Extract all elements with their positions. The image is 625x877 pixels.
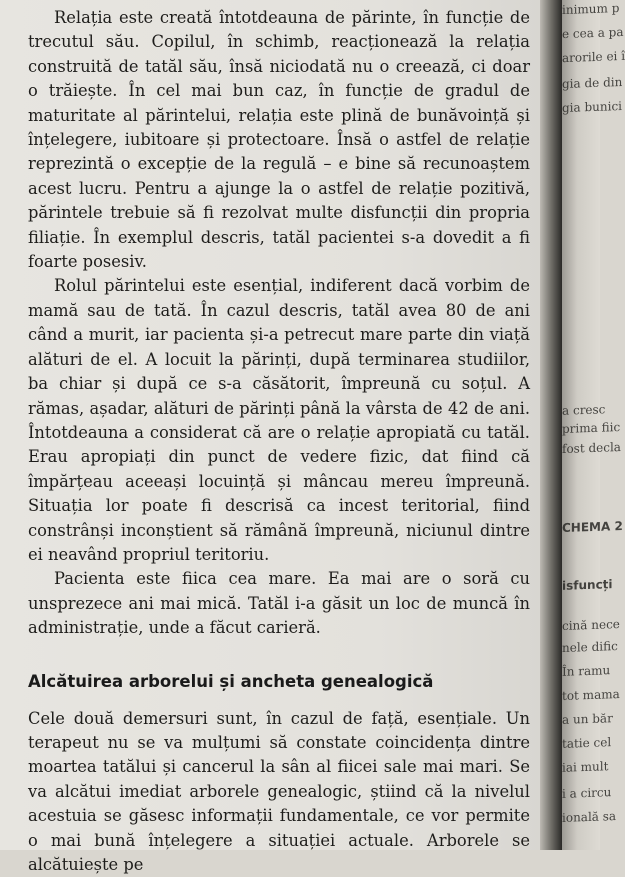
facing-text-fragment: gia bunici <box>562 98 623 116</box>
facing-page-edge <box>562 0 625 850</box>
facing-text-fragment: arorile ei î <box>562 48 625 66</box>
facing-text-fragment: tatie cel <box>562 735 612 751</box>
facing-text-fragment: cină nece <box>562 616 620 634</box>
book-gutter-shadow <box>540 0 562 850</box>
facing-text-fragment: i a circu <box>562 785 612 801</box>
facing-text-fragment: isfuncți <box>562 577 613 593</box>
paragraph-patient-daughter: Pacienta este fiica cea mare. Ea mai are o soră cu unsprezece ani mai mică. Tatăl i-a găsit un loc de muncă în administrație, unde a făcut carieră. <box>28 569 530 638</box>
facing-text-fragment: a cresc <box>562 402 606 418</box>
paragraph-genealogy: Cele două demersuri sunt, în cazul de față, esențiale. Un terapeut nu se va mulțumi să constate coincidența dintre moartea tatălui și cancerul la sân al fiicei sale mai mari. Se va alcătui imediat arborele genealogic, știind că la nivelul acestuia se găsesc informații fundamentale, ce vor permite o mai bună înțelegere a situației actuale. Arborele se alcătuiește pe <box>28 708 530 874</box>
facing-text-fragment: inimum p <box>562 0 620 18</box>
section-heading: Alcătuirea arborelui și ancheta genealogică <box>28 671 434 691</box>
paragraph-parent-role: Rolul părintelui este esențial, indiferent dacă vorbim de mamă sau de tată. În cazul descris, tatăl avea 80 de ani când a murit, iar pacienta și-a petrecut mare parte din viață alături de el. A locuit la părinți, după terminarea studiilor, ba chiar și după ce s-a căsătorit, împreună cu soțul. A rămas, așadar, alături de părinți până la vârsta de 42 de ani. Întotdeauna a considerat că are o relație apropiată cu tatăl. Erau apropiați din punct de vedere fizic, dat fiind că împărțeau aceeași locuință și mâncau mereu împreună. Situația lor poate fi descrisă ca incest teritorial, fiind constrânși inconștient să rămână împreună, niciunul dintre ei neavând propriul teritoriu. <box>28 276 530 564</box>
facing-text-fragment: CHEMA 2 <box>562 518 623 536</box>
paragraph-relationship: Relația este creată întotdeauna de părinte, în funcție de trecutul său. Copilul, în schimb, reacționează la relația construită de tatăl său, însă niciodată nu o creează, ci doar o trăiește. În cel mai bun caz, în funcție de gradul de maturitate al părintelui, relația este plină de bunăvoință și înțelegere, iubitoare și protectoare. Însă o astfel de relație reprezintă o excepție de la regulă – e bine să recunoaștem acest lucru. Pentru a ajunge la o astfel de relație pozitivă, părintele trebuie să fi rezolvat multe disfuncții din propria filiație. În exemplul descris, tatăl pacientei s-a dovedit a fi foarte posesiv. <box>28 8 530 272</box>
facing-text-fragment: iai mult <box>562 759 609 775</box>
page-text-column <box>28 6 530 877</box>
facing-text-fragment: În ramu <box>562 663 611 679</box>
facing-text-fragment: tot mama <box>562 686 620 704</box>
facing-text-fragment: a un băr <box>562 711 613 727</box>
facing-text-fragment: ională sa <box>562 809 617 825</box>
facing-text-fragment: e cea a pa <box>562 24 624 42</box>
facing-text-fragment: fost decla <box>562 439 621 457</box>
facing-text-fragment: prima fiic <box>562 419 621 437</box>
facing-text-fragment: gia de din <box>562 74 623 92</box>
facing-text-fragment: nele dific <box>562 639 618 655</box>
